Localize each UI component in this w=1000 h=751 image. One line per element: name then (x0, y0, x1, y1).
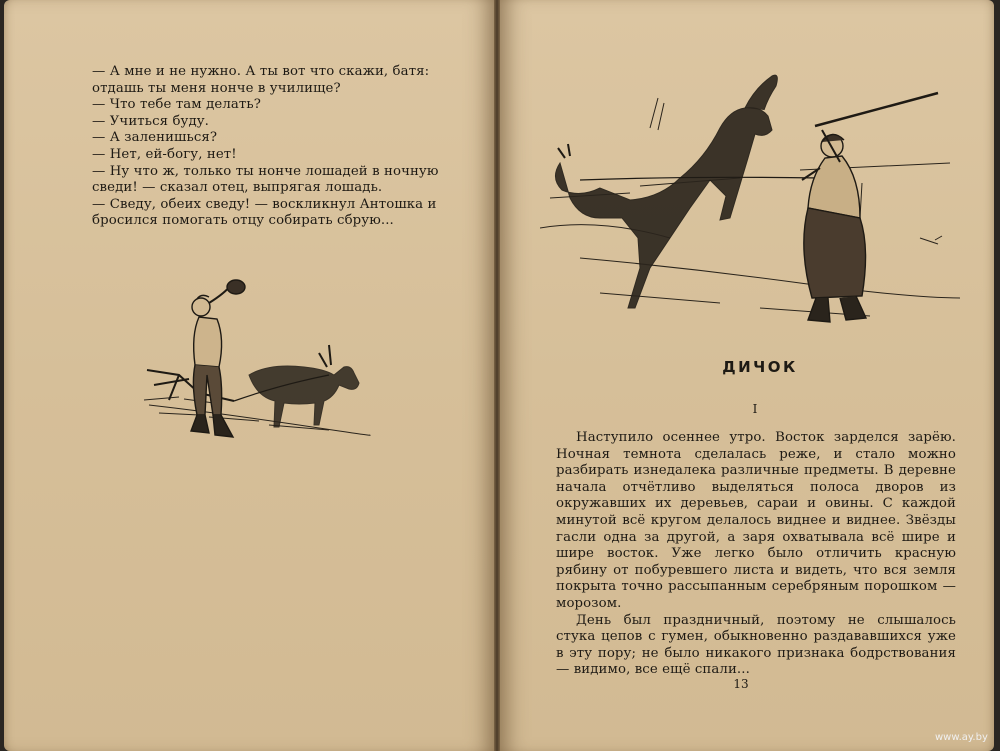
text-line: — Нет, ей-богу, нет! (92, 146, 237, 162)
watermark: www.ay.by (935, 732, 988, 743)
page-number: 13 (733, 677, 749, 691)
text-line: сведи! — сказал отец, выпрягая лошадь. (92, 180, 383, 196)
text-line: бросился помогать отцу собирать сбрую... (92, 213, 394, 229)
text-line: — А заленишься? (92, 130, 218, 146)
left-page (4, 0, 494, 751)
section-numeral: I (752, 402, 758, 416)
right-page-text (556, 430, 956, 679)
chapter-title: ДИЧОК (722, 358, 798, 376)
left-page-text (92, 64, 442, 230)
paragraph: День был праздничный, поэтому не слышалось стука цепов с гумен, обыкновенно раздававшихся уже в эту пору; не было никакого признака бодрствования — видимо, все ещё спали... (556, 612, 956, 678)
text-line: — Учиться буду. (92, 113, 210, 129)
illustration-rearing-horse (540, 68, 960, 338)
paragraph: Наступило осеннее утро. Восток зарделся зарёю. Ночная темнота сделалась реже, и стало можно разбирать изнедалека различные предметы. В деревне начала отчётливо выделяться полоса дворов из окружавших их деревьев, сараи и овины. С каждой минутой всё кругом делалось виднее и виднее. Звёзды гасли одна за другой, а заря охватывала всё шире и шире восток. Уже легко было отличить красную рябину от побуревшего листа и видеть, что вся земля покрыта точно рассыпанным серебряным порошком — морозом. (556, 430, 956, 611)
text-line: — А мне и не нужно. А ты вот что скажи, батя: (92, 64, 430, 79)
text-line: — Ну что ж, только ты нонче лошадей в ночную (92, 163, 439, 179)
text-line: — Что тебе там делать? (92, 97, 261, 113)
illustration-boy-with-horse (139, 275, 374, 465)
text-line: отдашь ты меня нонче в училище? (92, 80, 341, 96)
text-line: — Сведу, обеих сведу! — воскликнул Антошка и (92, 196, 437, 212)
